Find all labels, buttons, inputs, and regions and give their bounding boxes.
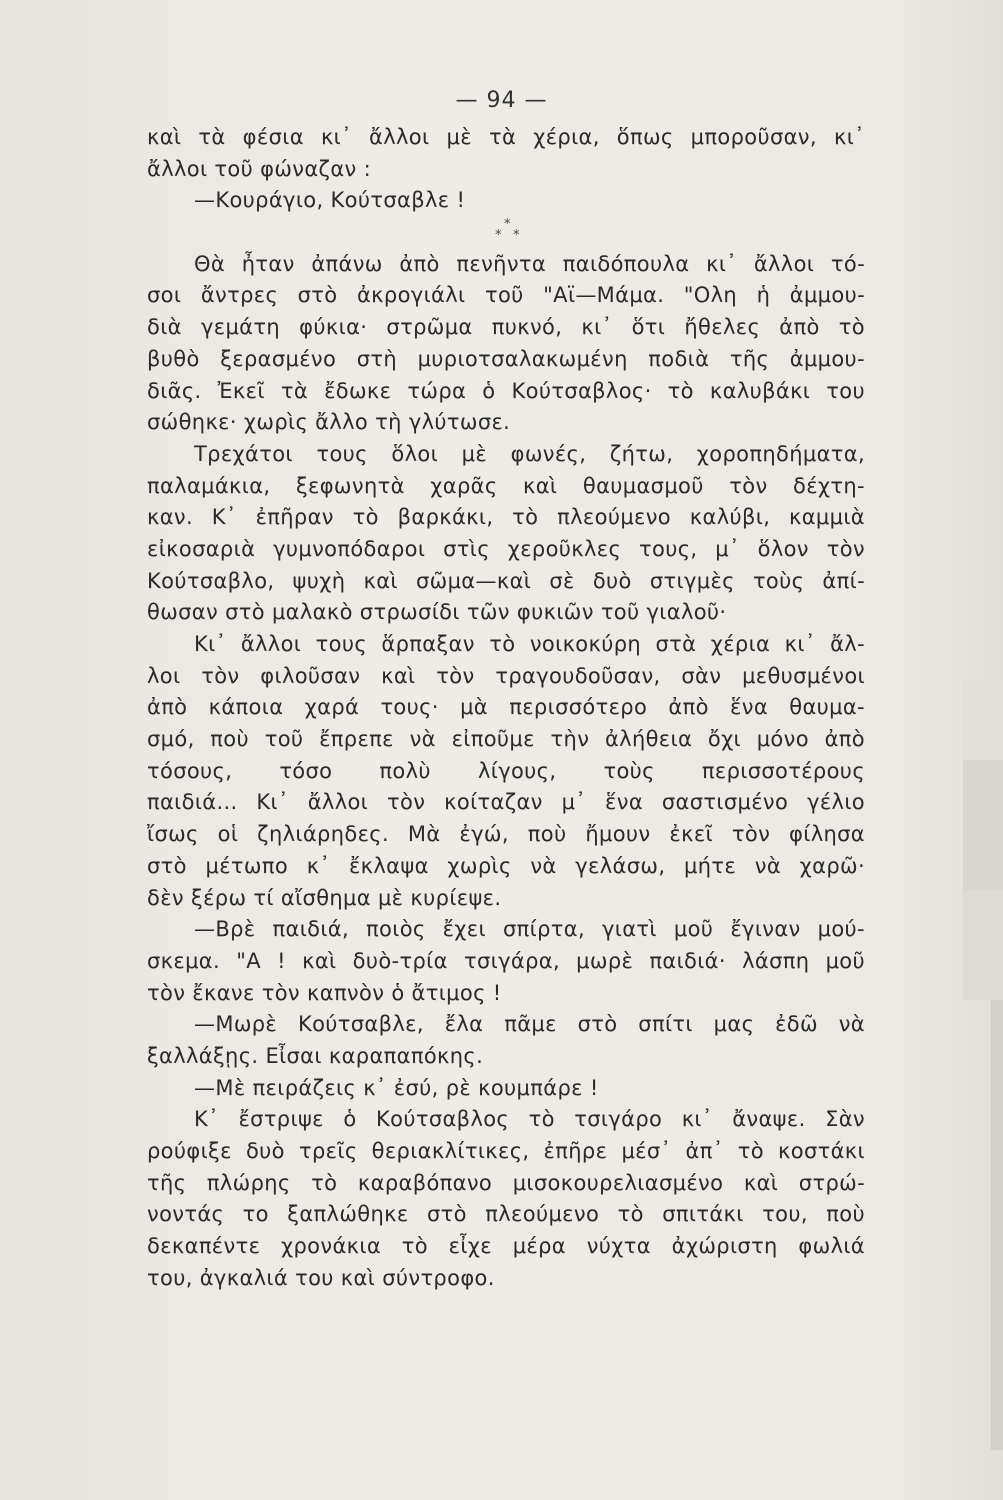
asterism-star: * — [513, 228, 520, 244]
text-line: διὰ γεμάτη φύκια· στρῶμα πυκνό, κι᾿ ὅτι ἤθελες ἀπὸ τὸ — [147, 315, 865, 340]
text-line: βυθὸ ξερασμένο στὴ μυριοτσαλακωμένη ποδιὰ τῆς ἀμμου- — [147, 346, 865, 371]
text-line: τὸν ἔκανε τὸν καπνὸν ὁ ἄτιμος ! — [147, 980, 502, 1005]
page-edge-shadow — [963, 890, 1003, 1000]
asterism-star: * — [504, 217, 511, 233]
text-line: νοντάς το ξαπλώθηκε στὸ πλεούμενο τὸ σπιτάκι του, ποὺ — [147, 1202, 865, 1227]
text-line: λοι τὸν φιλοῦσαν καὶ τὸν τραγουδοῦσαν, σὰν μεθυσμένοι — [147, 663, 865, 688]
page-edge-shadow — [991, 1000, 1003, 1450]
text-line: —Μὲ πειράζεις κ᾿ ἐσύ, ρὲ κουμπάρε ! — [194, 1075, 599, 1100]
text-line: σώθηκε· χωρὶς ἄλλο τὴ γλύτωσε. — [147, 410, 511, 435]
text-line: —Μωρὲ Κούτσαβλε, ἔλα πᾶμε στὸ σπίτι μας ἐδῶ νὰ — [194, 1012, 865, 1037]
text-line: Κούτσαβλο, ψυχὴ καὶ σῶμα—καὶ σὲ δυὸ στιγμὲς τοὺς ἀπί- — [147, 568, 865, 593]
text-line: θωσαν στὸ μαλακὸ στρωσίδι τῶν φυκιῶν τοῦ γιαλοῦ· — [147, 600, 727, 625]
body-text — [147, 122, 865, 1294]
text-line: τῆς πλώρης τὸ καραβόπανο μισοκουρελιασμένο καὶ στρώ- — [147, 1170, 865, 1195]
text-line: παιδιά... Κι᾿ ἄλλοι τὸν κοίταζαν μ᾿ ἕνα σαστισμένο γέλιο — [147, 790, 865, 815]
text-line: εἰκοσαριὰ γυμνοπόδαροι στὶς χεροῦκλες τους, μ᾿ ὅλον τὸν — [147, 536, 865, 561]
text-line: καν. Κ᾿ ἐπῆραν τὸ βαρκάκι, τὸ πλεούμενο καλύβι, καμμιὰ — [147, 505, 865, 530]
text-line: δὲν ξέρω τί αἴσθημα μὲ κυρίεψε. — [147, 885, 502, 910]
text-line: στὸ μέτωπο κ᾿ ἔκλαψα χωρὶς νὰ γελάσω, μήτε νὰ χαρῶ· — [147, 853, 865, 878]
text-line: ἴσως οἱ ζηλιάρηδες. Μὰ ἐγώ, ποὺ ἤμουν ἐκεῖ τὸν φίλησα — [147, 822, 865, 847]
text-line: καὶ τὰ φέσια κι᾿ ἄλλοι μὲ τὰ χέρια, ὅπως μποροῦσαν, κι᾿ — [147, 125, 865, 149]
page-edge-shadow — [963, 760, 1003, 890]
text-line: σκεμα. "Α ! καὶ δυὸ-τρία τσιγάρα, μωρὲ παιδιά· λάσπη μοῦ — [147, 948, 865, 973]
text-line: του, ἀγκαλιά του καὶ σύντροφο. — [147, 1265, 495, 1290]
text-line: —Κουράγιο, Κούτσαβλε ! — [194, 188, 466, 213]
asterism-star: * — [495, 228, 502, 244]
text-line: τόσους, τόσο πολὺ λίγους, τοὺς περισσοτέρους — [147, 758, 865, 783]
text-line: Θὰ ἦταν ἀπάνω ἀπὸ πενῆντα παιδόπουλα κι᾿ ἄλλοι τό- — [194, 251, 865, 276]
text-line: δεκαπέντε χρονάκια τὸ εἶχε μέρα νύχτα ἀχώριστη φωλιά — [147, 1234, 865, 1259]
text-line: σοι ἄντρες στὸ ἀκρογιάλι τοῦ "Αϊ—Μάμα. "Ολη ἡ ἀμμου- — [147, 283, 865, 308]
text-line: διᾶς. Ἐκεῖ τὰ ἔδωκε τώρα ὁ Κούτσαβλος· τὸ καλυβάκι του — [147, 378, 865, 403]
text-line: Τρεχάτοι τους ὅλοι μὲ φωνές, ζήτω, χοροπηδήματα, — [194, 441, 865, 466]
text-line: παλαμάκια, ξεφωνητὰ χαρᾶς καὶ θαυμασμοῦ τὸν δέχτη- — [147, 473, 865, 498]
text-line: Κ᾿ ἔστριψε ὁ Κούτσαβλος τὸ τσιγάρο κι᾿ ἄναψε. Σὰν — [194, 1107, 865, 1132]
text-line: σμό, ποὺ τοῦ ἔπρεπε νὰ εἰποῦμε τὴν ἀλήθεια ὄχι μόνο ἀπὸ — [147, 727, 865, 752]
text-line: Κι᾿ ἄλλοι τους ἅρπαξαν τὸ νοικοκύρη στὰ χέρια κι᾿ ἄλ- — [194, 632, 865, 656]
asterism-separator — [147, 217, 865, 249]
text-line: ξαλλάξῃς. Εἶσαι καραπαπόκης. — [147, 1043, 484, 1068]
text-line: —Βρὲ παιδιά, ποιὸς ἔχει σπίρτα, γιατὶ μοῦ ἔγιναν μού- — [194, 917, 865, 942]
page-number: — 94 — — [455, 88, 548, 113]
text-line: ρούφιξε δυὸ τρεῖς θεριακλίτικες, ἐπῆρε μέσ᾿ ἀπ᾿ τὸ κοστάκι — [147, 1139, 865, 1163]
text-line: ἀπὸ κάποια χαρά τους· μὰ περισσότερο ἀπὸ ἕνα θαυμα- — [147, 695, 865, 720]
page-edge-shadow — [963, 680, 1003, 760]
text-line: ἄλλοι τοῦ φώναζαν : — [147, 156, 372, 181]
